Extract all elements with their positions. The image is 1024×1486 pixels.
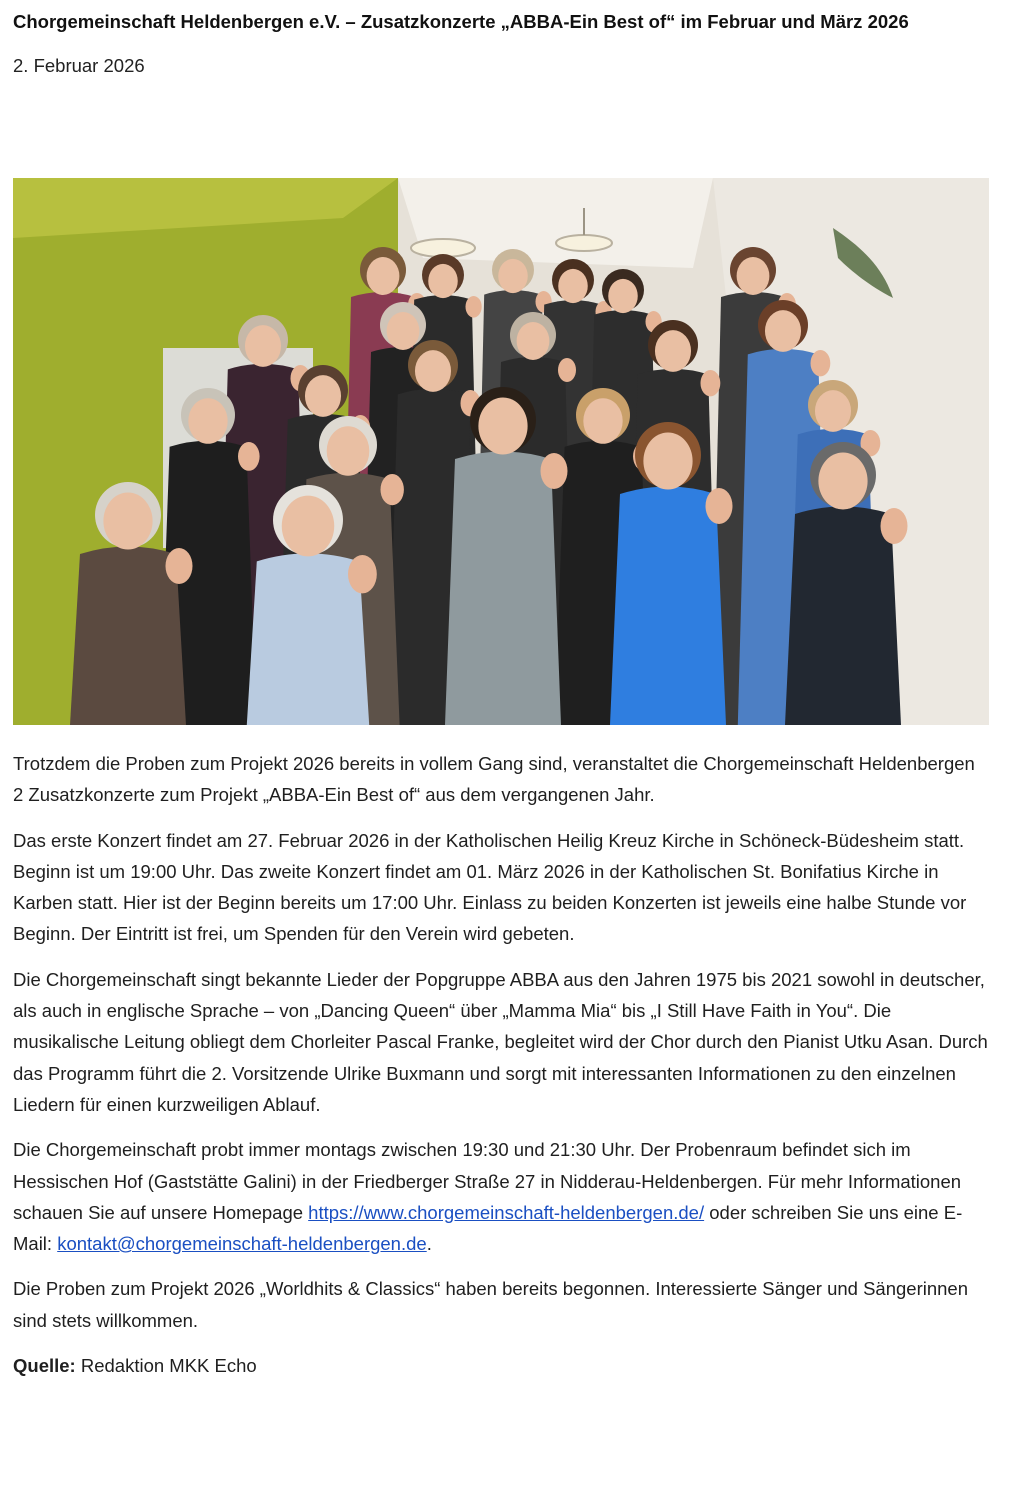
choir-member-face: [478, 398, 527, 455]
choir-member-face: [558, 269, 588, 303]
waving-hand-icon: [381, 474, 404, 505]
waving-hand-icon: [706, 488, 733, 524]
source-line: [13, 1350, 989, 1381]
choir-member-face: [583, 398, 622, 444]
waving-hand-icon: [881, 508, 908, 544]
choir-member-face: [498, 259, 528, 293]
source-value: Redaktion MKK Echo: [75, 1355, 257, 1377]
choir-member-body: [610, 487, 726, 726]
source-label: Quelle:: [13, 1355, 76, 1377]
choir-member-face: [415, 350, 451, 392]
choir-member-face: [387, 312, 420, 350]
waving-hand-icon: [701, 370, 721, 396]
choir-member-face: [282, 496, 334, 557]
choir-member-face: [517, 322, 550, 360]
choir-member-face: [188, 398, 227, 444]
article: [13, 0, 989, 1377]
article-date: 2. Februar 2026: [13, 55, 145, 76]
waving-hand-icon: [811, 350, 831, 376]
paragraph-rehearsals: [13, 1134, 989, 1259]
waving-hand-icon: [541, 453, 568, 489]
group-photo-icon: [13, 178, 989, 725]
paragraph-new-project: Die Proben zum Projekt 2026 „Worldhits & Classics“ haben bereits begonnen. Interessierte Sänger und Sängerinnen sind stets willkommen.: [13, 1278, 969, 1331]
choir-member-face: [103, 493, 152, 550]
waving-hand-icon: [466, 296, 482, 318]
choir-member-face: [643, 433, 692, 490]
choir-group-photo: [13, 178, 989, 725]
article-headline: Chorgemeinschaft Heldenbergen e.V. – Zusatzkonzerte „ABBA-Ein Best of“ im Februar und März 2026: [13, 11, 909, 32]
homepage-link[interactable]: https://www.chorgemeinschaft-heldenbergen.de/: [308, 1201, 705, 1223]
choir-member-body: [785, 507, 901, 726]
choir-member-face: [815, 390, 851, 432]
choir-member-face: [327, 426, 370, 475]
rehearsal-text-middle: oder schreiben Sie uns eine E-Mail:: [13, 1201, 963, 1255]
waving-hand-icon: [558, 358, 576, 382]
waving-hand-icon: [348, 555, 377, 593]
waving-hand-icon: [166, 548, 193, 584]
rehearsal-text-end: .: [426, 1233, 432, 1255]
choir-member-face: [428, 264, 458, 298]
choir-member-face: [737, 257, 770, 295]
choir-member-face: [245, 325, 281, 367]
choir-member-face: [608, 279, 638, 313]
paragraph-intro: Trotzdem die Proben zum Projekt 2026 bereits in vollem Gang sind, veranstaltet die Chorgemeinschaft Heldenbergen 2 Zusatzkonzerte zum Projekt „ABBA-Ein Best of“ aus dem vergangenen Jahr.: [13, 753, 975, 806]
choir-member-face: [655, 330, 691, 372]
choir-member-face: [765, 310, 801, 352]
choir-member-face: [367, 257, 400, 295]
waving-hand-icon: [238, 442, 260, 471]
article-body: [13, 748, 989, 1395]
choir-member-body: [445, 452, 561, 726]
email-link[interactable]: kontakt@chorgemeinschaft-heldenbergen.de: [57, 1233, 427, 1255]
paragraph-concert-dates: Das erste Konzert findet am 27. Februar 2026 in der Katholischen Heilig Kreuz Kirche in Schöneck-Büdesheim statt. Beginn ist um 19:00 Uhr. Das zweite Konzert findet am 01. März 2026 in der Katholischen St. Bonifatius Kirche in Karben statt. Hier ist der Beginn bereits um 17:00 Uhr. Einlass zu beiden Konzerten ist jeweils eine halbe Stunde vor Beginn. Der Eintritt ist frei, um Spenden für den Verein wird gebeten.: [13, 829, 967, 945]
paragraph-program: Die Chorgemeinschaft singt bekannte Lieder der Popgruppe ABBA aus den Jahren 1975 bis 2021 sowohl in deutscher, als auch in englische Sprache – von „Dancing Queen“ über „Mamma Mia“ bis „I Still Have Faith in You“. Die musikalische Leitung obliegt dem Chorleiter Pascal Franke, begleitet wird der Chor durch den Pianist Utku Asan. Durch das Programm führt die 2. Vorsitzende Ulrike Buxmann und sorgt mit interessanten Informationen zu den einzelnen Liedern für einen kurzweiligen Ablauf.: [13, 968, 988, 1115]
choir-member-face: [305, 375, 341, 417]
choir-member-face: [818, 453, 867, 510]
rehearsal-text: Die Chorgemeinschaft probt immer montags zwischen 19:30 und 21:30 Uhr. Der Probenraum befindet sich im Hessischen Hof (Gaststätte Galini) in der Friedberger Straße 27 in Nidderau-Heldenbergen. Für mehr Informationen schauen Sie auf unsere Homepage: [13, 1139, 962, 1223]
